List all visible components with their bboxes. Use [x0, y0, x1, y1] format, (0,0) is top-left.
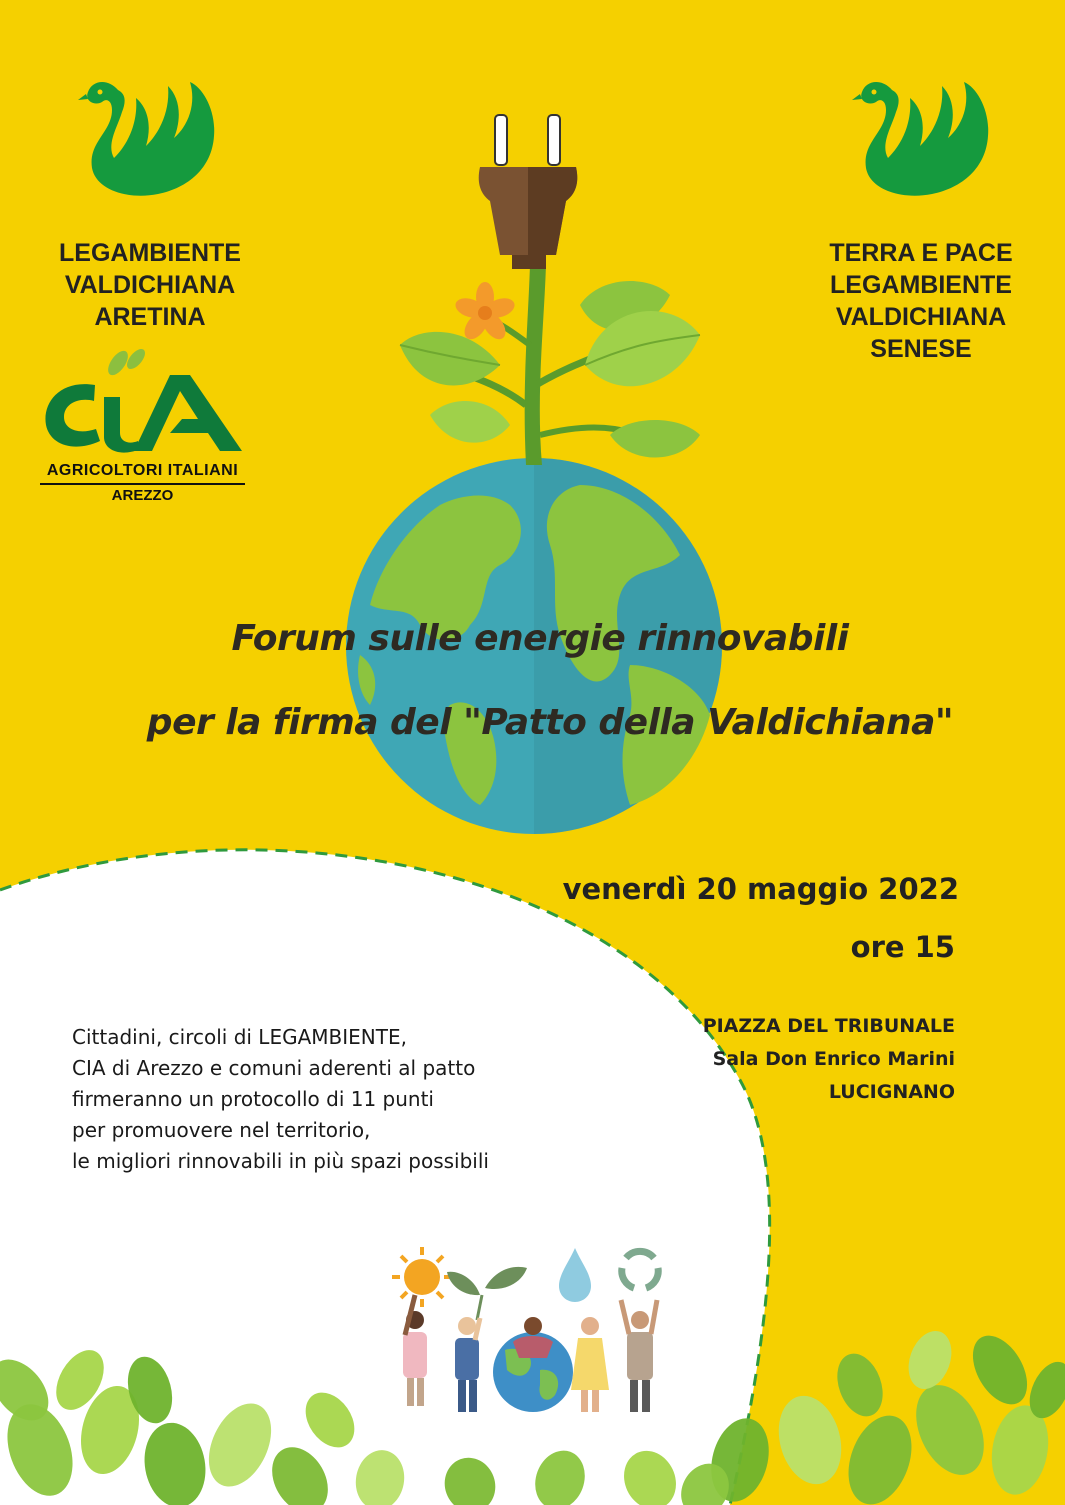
description-line: CIA di Arezzo e comuni aderenti al patto: [72, 1056, 476, 1080]
cia-name-line: AGRICOLTORI ITALIANI: [40, 462, 245, 485]
leaf-shape: [837, 1407, 923, 1505]
legambiente-swan-logo-left: [78, 72, 218, 202]
leaf-shape: [901, 1330, 959, 1395]
description-line: per promuovere nel territorio,: [72, 1118, 371, 1142]
organizer-left-line: VALDICHIANA: [64, 271, 236, 299]
cia-city: AREZZO: [111, 487, 174, 504]
organizer-right-line: TERRA E PACE: [829, 239, 1013, 267]
leaf-shape: [196, 1394, 283, 1497]
organizer-left-line: LEGAMBIENTE: [59, 239, 241, 267]
leaf-shape: [351, 1446, 409, 1505]
event-title-line2: per la firma del "Patto della Valdichiana": [146, 702, 954, 743]
leaf-shape: [829, 1347, 891, 1422]
organizer-right-line: SENESE: [870, 335, 972, 363]
leaf-shape: [261, 1437, 339, 1505]
leaf-shape: [138, 1418, 212, 1505]
leaf-shape: [962, 1330, 1038, 1414]
legambiente-swan-logo-right: [852, 72, 992, 202]
event-title-line1: Forum sulle energie rinnovabili: [231, 618, 849, 659]
venue-line: LUCIGNANO: [828, 1081, 955, 1103]
event-description: [72, 1022, 489, 1177]
organizer-right-line: LEGAMBIENTE: [830, 271, 1012, 299]
cia-logo: [40, 345, 245, 457]
leaf-shape: [296, 1383, 365, 1456]
venue-line: Sala Don Enrico Marini: [712, 1048, 955, 1070]
description-line: firmeranno un protocollo di 11 punti: [72, 1087, 434, 1111]
organizer-right-line: VALDICHIANA: [835, 303, 1007, 331]
leaf-shape: [437, 1451, 503, 1505]
event-date: venerdì 20 maggio 2022: [562, 872, 959, 906]
venue-line: PIAZZA DEL TRIBUNALE: [702, 1015, 955, 1037]
event-time: ore 15: [850, 930, 955, 964]
organizer-left-line: ARETINA: [94, 303, 206, 331]
leaf-shape: [615, 1442, 686, 1505]
organizer-right: [805, 237, 1037, 365]
venue: [703, 1010, 955, 1109]
leaf-shape: [903, 1374, 998, 1485]
leaf-shape: [769, 1389, 850, 1491]
cia-name: [40, 462, 245, 504]
description-line: le migliori rinnovabili in più spazi possibili: [72, 1149, 489, 1173]
green-leaves-border: [0, 1330, 1065, 1505]
description-line: Cittadini, circoli di LEGAMBIENTE,: [72, 1025, 407, 1049]
leaf-shape: [527, 1444, 593, 1505]
organizer-left: [35, 237, 265, 333]
